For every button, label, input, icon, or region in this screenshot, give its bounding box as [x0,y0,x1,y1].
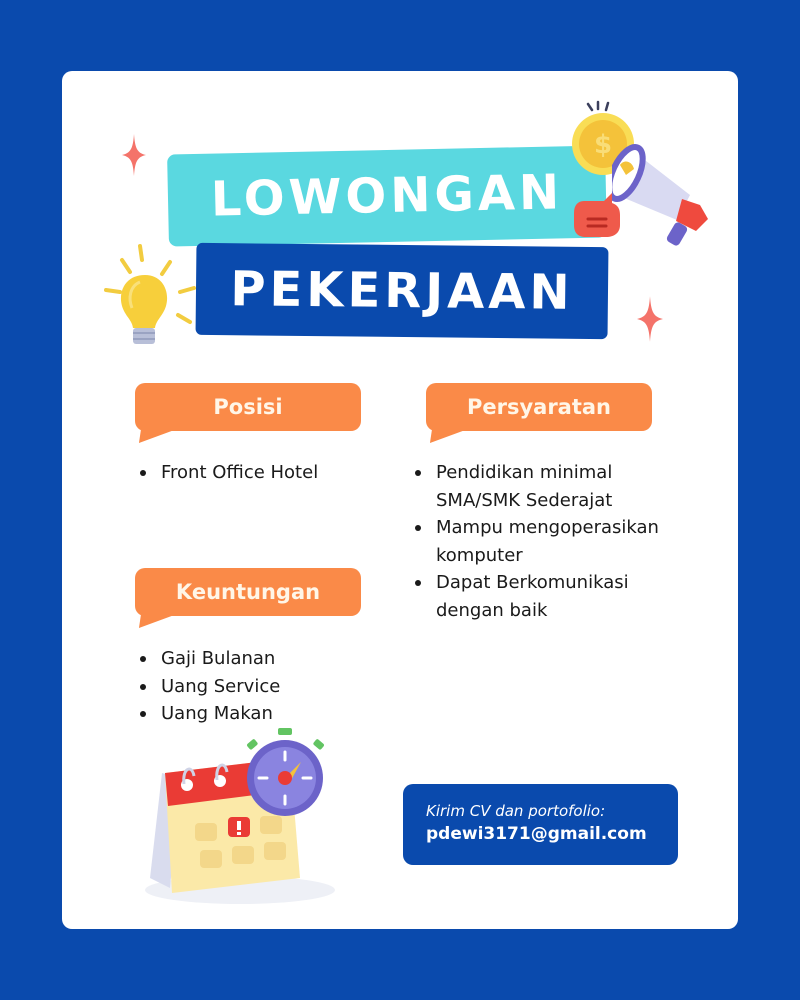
section-header-posisi [135,383,361,431]
list-item: Dapat Berkomunikasi dengan baik [412,569,662,624]
section-header-keuntungan [135,568,361,616]
posisi-list [137,459,377,487]
list-item: Uang Makan [137,700,377,728]
contact-label: Kirim CV dan portofolio: [426,802,606,820]
section-label: Posisi [213,395,283,419]
persyaratan-list [412,459,662,624]
keuntungan-list [137,645,377,728]
title-line1: LOWONGAN [210,164,564,228]
list-item: Pendidikan minimal SMA/SMK Sederajat [412,459,662,514]
sparkle-icon [637,296,663,342]
list-item: Mampu mengoperasikan komputer [412,514,662,569]
speech-bubble-icon [574,193,622,237]
list-item: Front Office Hotel [137,459,377,487]
section-header-persyaratan [426,383,652,431]
lightbulb-icon [100,240,210,355]
title-banner-top [167,145,607,246]
megaphone-icon [612,135,722,250]
list-item: Uang Service [137,673,377,701]
list-item: Gaji Bulanan [137,645,377,673]
contact-email[interactable]: pdewi3171@gmail.com [426,824,647,844]
sparkle-icon [122,134,146,176]
title-line2: PEKERJAAN [230,261,574,321]
contact-box [403,784,678,865]
section-label: Keuntungan [175,580,321,604]
section-label: Persyaratan [466,395,612,419]
title-banner-bottom [196,243,609,339]
svg-text:$: $ [593,130,613,160]
stopwatch-icon [238,726,333,821]
